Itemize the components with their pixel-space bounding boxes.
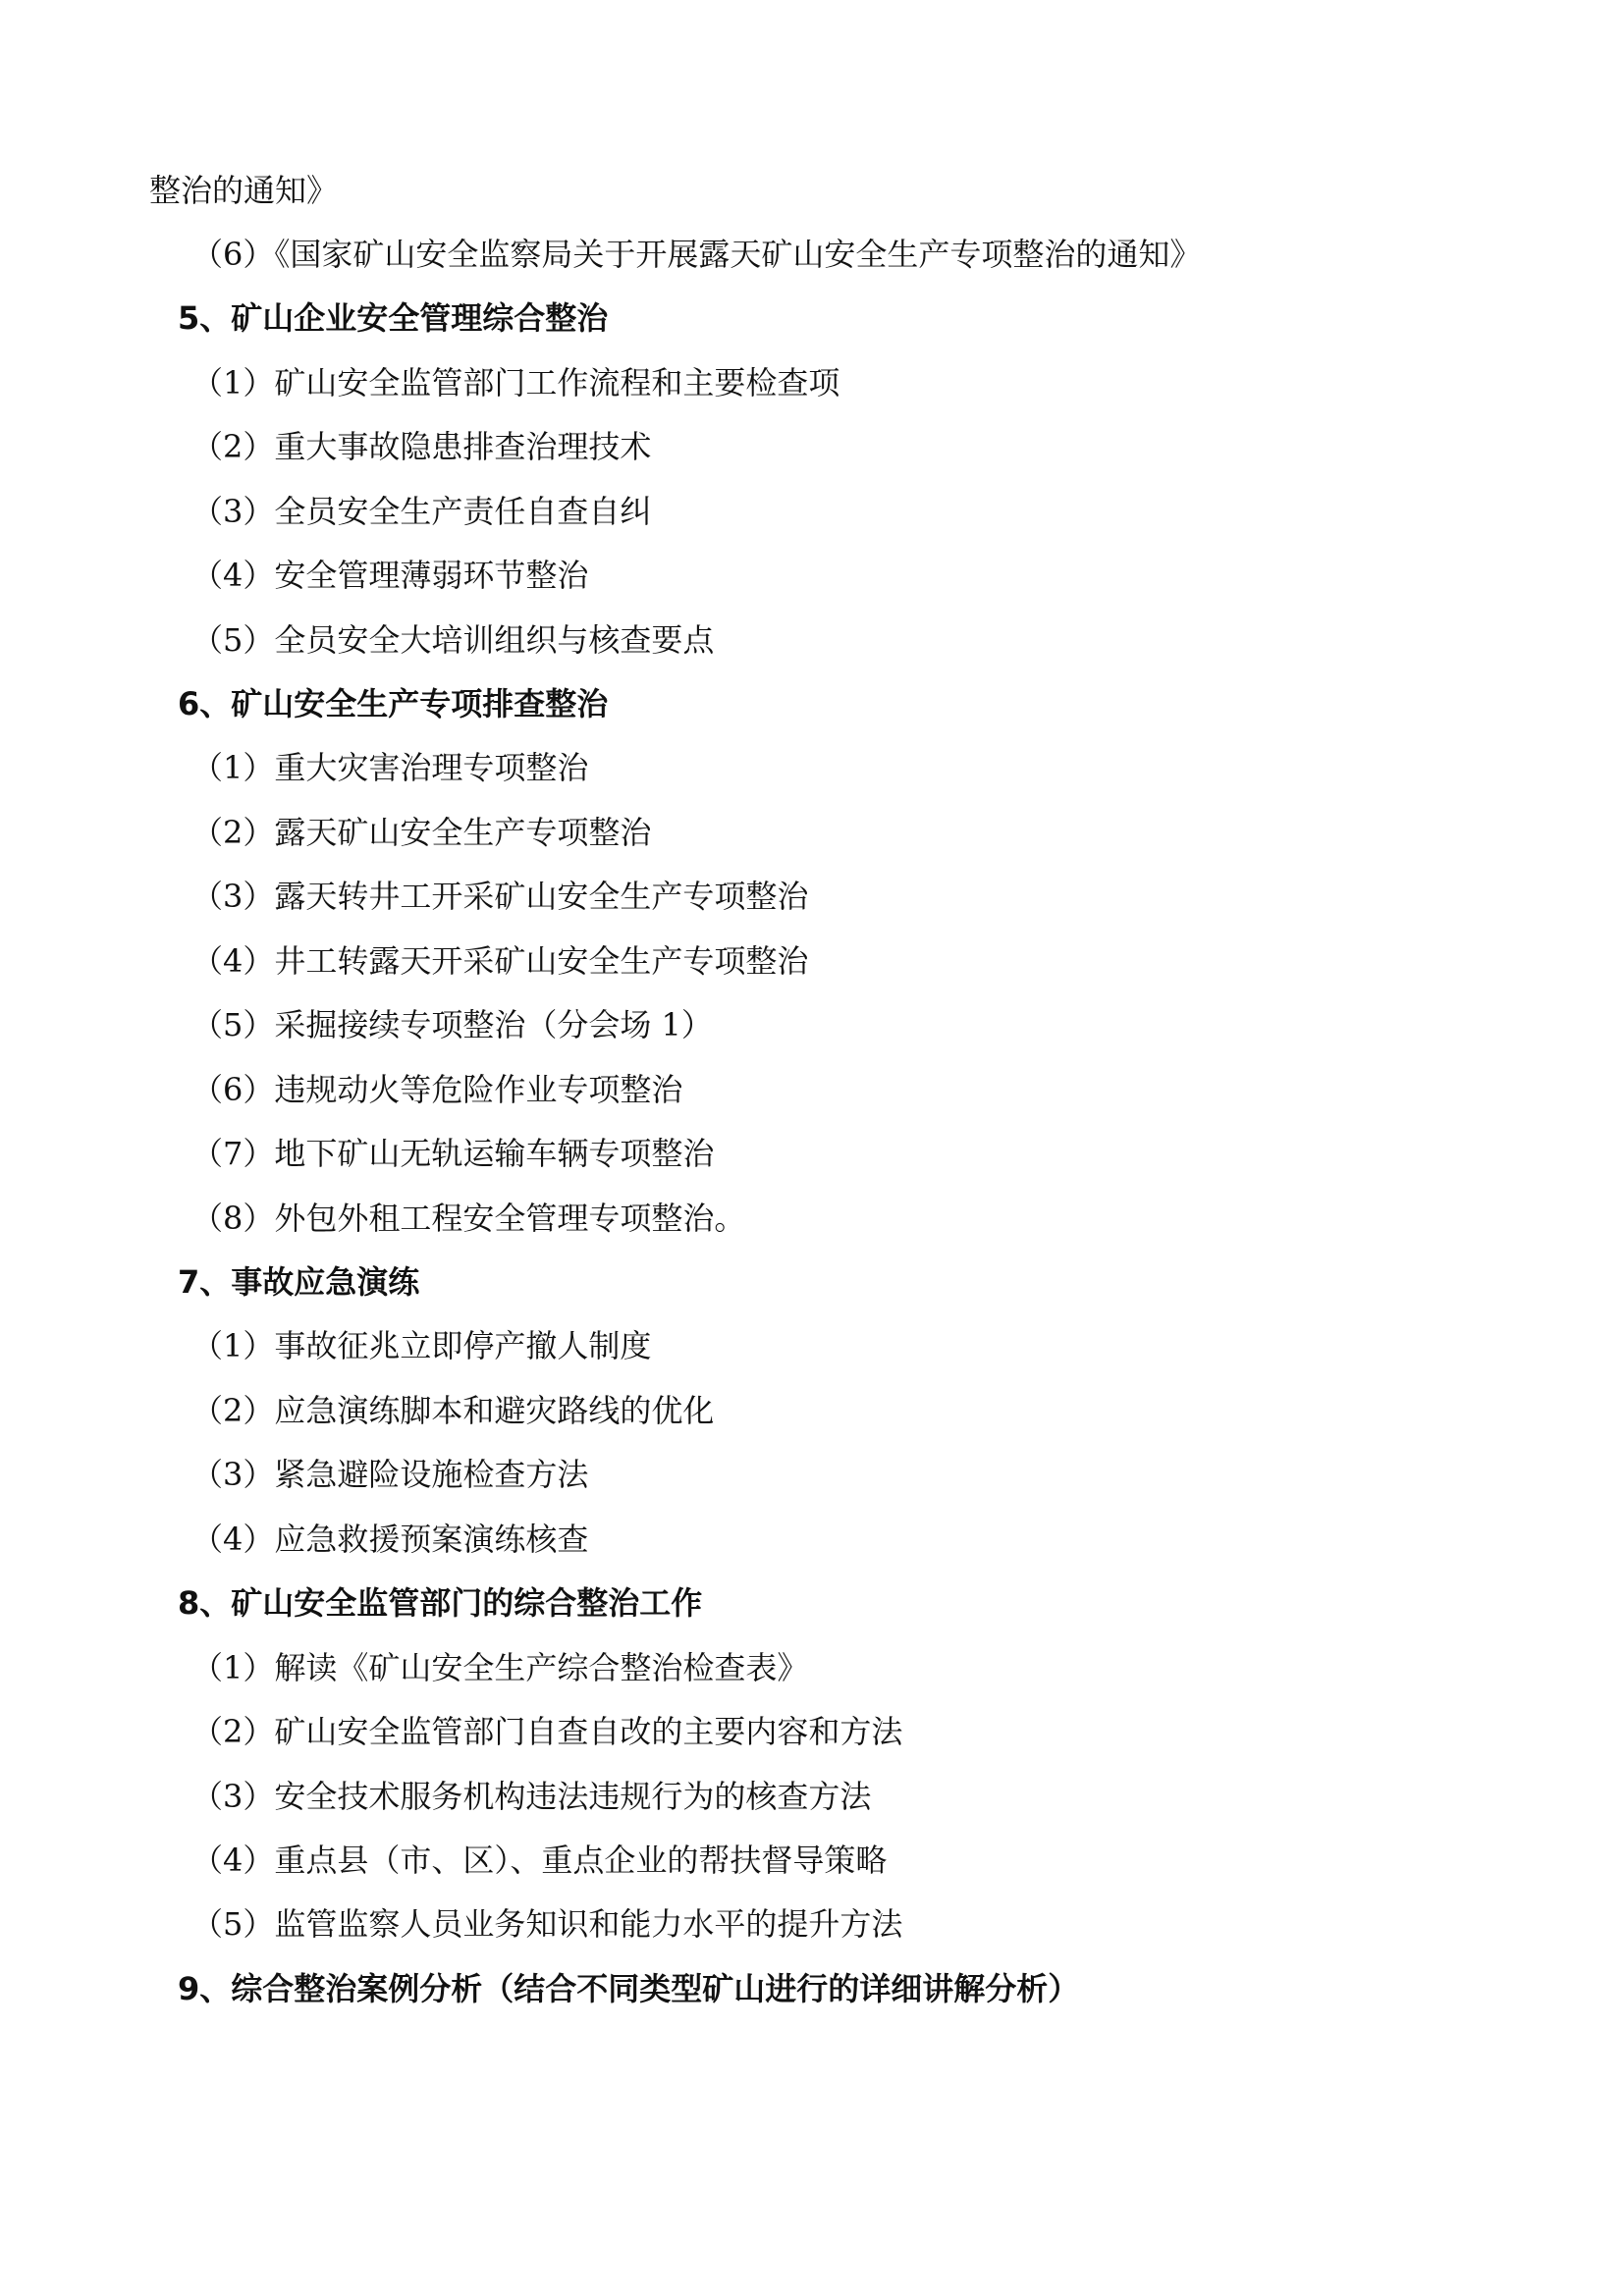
list-item: （3）全员安全生产责任自查自纠 (191, 493, 652, 530)
section-heading: 6、矿山安全生产专项排查整治 (178, 685, 609, 722)
list-item: （4）重点县（市、区）、重点企业的帮扶督导策略 (191, 1842, 888, 1879)
list-item: （2）重大事故隐患排查治理技术 (191, 428, 652, 465)
section-heading: 7、事故应急演练 (178, 1263, 420, 1301)
list-item: （8）外包外租工程安全管理专项整治。 (191, 1200, 746, 1237)
list-item: （4）应急救援预案演练核查 (191, 1521, 589, 1558)
list-item: （4）安全管理薄弱环节整治 (191, 557, 589, 594)
list-item: （5）采掘接续专项整治（分会场 1） (191, 1006, 713, 1043)
list-item: （3）安全技术服务机构违法违规行为的核查方法 (191, 1778, 872, 1815)
list-item: （4）井工转露天开采矿山安全生产专项整治 (191, 942, 809, 980)
list-item: （6）违规动火等危险作业专项整治 (191, 1071, 683, 1108)
list-item: （1）解读《矿山安全生产综合整治检查表》 (191, 1649, 809, 1686)
list-item: （1）事故征兆立即停产撤人制度 (191, 1327, 652, 1364)
list-item: （1）矿山安全监管部门工作流程和主要检查项 (191, 364, 840, 401)
list-item: （5）全员安全大培训组织与核查要点 (191, 621, 715, 659)
list-item: （7）地下矿山无轨运输车辆专项整治 (191, 1135, 715, 1172)
list-item: （3）露天转井工开采矿山安全生产专项整治 (191, 878, 809, 915)
list-item: （3）紧急避险设施检查方法 (191, 1456, 589, 1493)
section-heading: 9、综合整治案例分析（结合不同类型矿山进行的详细讲解分析） (178, 1970, 1080, 2007)
section-heading: 8、矿山安全监管部门的综合整治工作 (178, 1584, 703, 1622)
list-item: （5）监管监察人员业务知识和能力水平的提升方法 (191, 1905, 903, 1943)
continuation-line: 整治的通知》 (149, 172, 339, 209)
list-item: （2）露天矿山安全生产专项整治 (191, 814, 652, 851)
list-item: （2）矿山安全监管部门自查自改的主要内容和方法 (191, 1713, 903, 1750)
list-item: （1）重大灾害治理专项整治 (191, 749, 589, 786)
list-item: （6）《国家矿山安全监察局关于开展露天矿山安全生产专项整治的通知》 (191, 236, 1202, 273)
list-item: （2）应急演练脚本和避灾路线的优化 (191, 1392, 715, 1429)
section-heading: 5、矿山企业安全管理综合整治 (178, 299, 609, 337)
